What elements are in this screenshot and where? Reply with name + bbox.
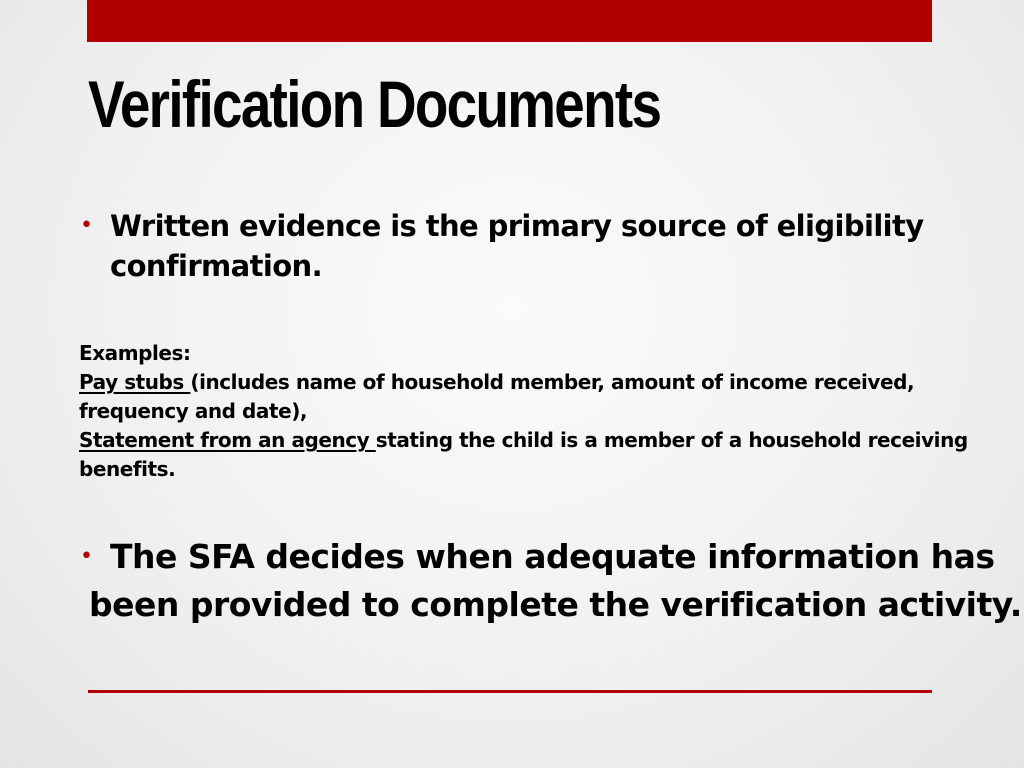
- examples-heading: Examples:: [79, 341, 191, 365]
- example-pay-stubs: [79, 368, 1009, 426]
- agency-statement-label: Statement from an agency: [79, 428, 376, 452]
- top-accent-bar: [87, 0, 932, 42]
- pay-stubs-text: (includes name of household member, amount of income received, frequency and date),: [79, 370, 915, 423]
- bullet-item-sfa-decides: [80, 534, 1010, 580]
- example-agency-statement: [79, 426, 1009, 484]
- pay-stubs-label: Pay stubs: [79, 370, 191, 394]
- examples-block: [79, 339, 1009, 484]
- bullet-dot-icon: •: [80, 544, 93, 569]
- bottom-divider-line: [88, 690, 932, 693]
- bullet-text: Written evidence is the primary source of eligibility confirmation.: [110, 209, 924, 283]
- bullet-text-line-1: The SFA decides when adequate information has: [110, 537, 995, 576]
- bullet-dot-icon: •: [80, 213, 93, 238]
- agency-statement-text: stating the child is a member of a household receiving benefits.: [79, 428, 968, 481]
- bullet-item-written-evidence: [80, 206, 1010, 286]
- bullet-text-line-2: been provided to complete the verification activity.: [89, 585, 1022, 624]
- slide-title: Verification Documents: [88, 67, 661, 141]
